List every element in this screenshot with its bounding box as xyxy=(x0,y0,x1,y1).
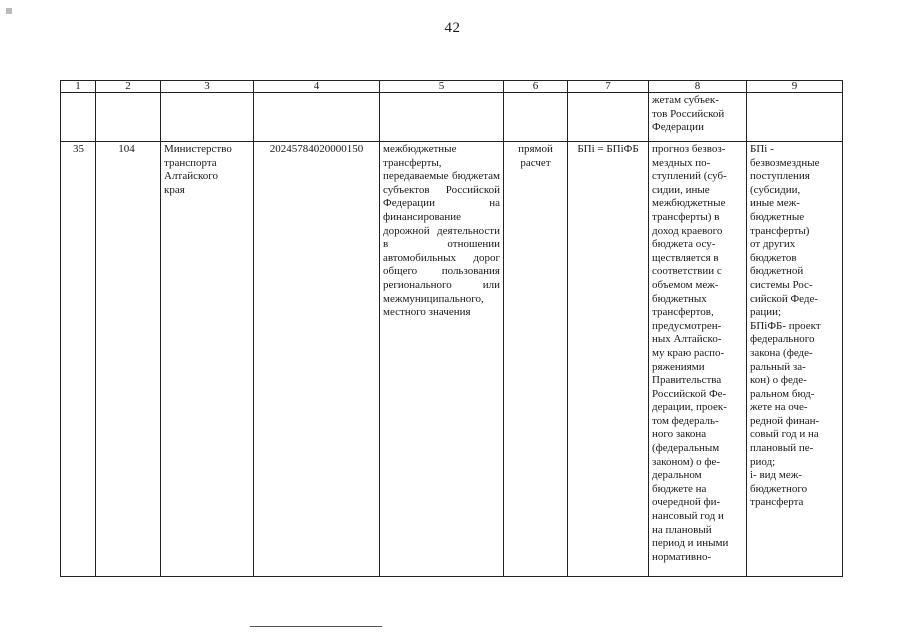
revenue-forecast-table xyxy=(60,80,843,577)
continued-method-text: жетам субъек- тов Российской Федерации xyxy=(649,93,747,142)
table-cell xyxy=(747,93,843,142)
calculation-method: прямой расчет xyxy=(504,142,568,577)
method-description: прогноз безвоз- мездных по- ступлений (суб- сидии, иные межбюджетные трансферты) в доход краевого бюджета осу- ществляется в соответствии с объемом меж- бюджетных трансфертов, предусмотрен- ных Алтайско- му краю распо- ряжениями Правительства Российской Фе- дерации, проек- том федераль- ного закона (федеральным законом) о фе- деральном бюджете на очередной фи- нансовый год и на плановый период и иными нормативно- xyxy=(649,142,747,577)
table-row xyxy=(61,142,843,577)
budget-classification-code: 20245784020000150 xyxy=(254,142,380,577)
header-cell: 7 xyxy=(568,81,649,93)
table-cell xyxy=(254,93,380,142)
table-cell xyxy=(380,93,504,142)
formula-indicators: БПi - безвозмездные поступления (субсидии, иные меж- бюджетные трансферты) от других бюджетов бюджетной системы Рос- сийской Феде- рации; БПiФБ- проект федерального закона (феде- ральный за- кон) о феде- ральном бюд- жете на оче- редной финан- совый год и на плановый пе- риод; i- вид меж- бюджетного трансферта xyxy=(747,142,843,577)
header-cell: 1 xyxy=(61,81,96,93)
scan-corner-mark xyxy=(6,8,12,14)
header-cell: 3 xyxy=(161,81,254,93)
continuation-row xyxy=(61,93,843,142)
calculation-formula: БПi = БПiФБ xyxy=(568,142,649,577)
table-cell xyxy=(96,93,161,142)
administrator-name: Министерство транспорта Алтайского края xyxy=(161,142,254,577)
header-cell: 4 xyxy=(254,81,380,93)
row-number: 35 xyxy=(61,142,96,577)
header-cell: 5 xyxy=(380,81,504,93)
table-cell xyxy=(161,93,254,142)
header-cell: 8 xyxy=(649,81,747,93)
header-row xyxy=(61,81,843,93)
admin-code: 104 xyxy=(96,142,161,577)
page-number: 42 xyxy=(444,20,461,36)
header-cell: 2 xyxy=(96,81,161,93)
header-cell: 6 xyxy=(504,81,568,93)
footer-rule xyxy=(250,626,382,627)
table-cell xyxy=(504,93,568,142)
revenue-name: межбюджетные трансферты, передаваемые бюджетам субъектов Российской Федерации на финансирование дорожной деятельности в отношении автомобильных дорог общего пользования регионального или межмуниципального, местного значения xyxy=(380,142,504,577)
header-cell: 9 xyxy=(747,81,843,93)
table-cell xyxy=(568,93,649,142)
table-cell xyxy=(61,93,96,142)
